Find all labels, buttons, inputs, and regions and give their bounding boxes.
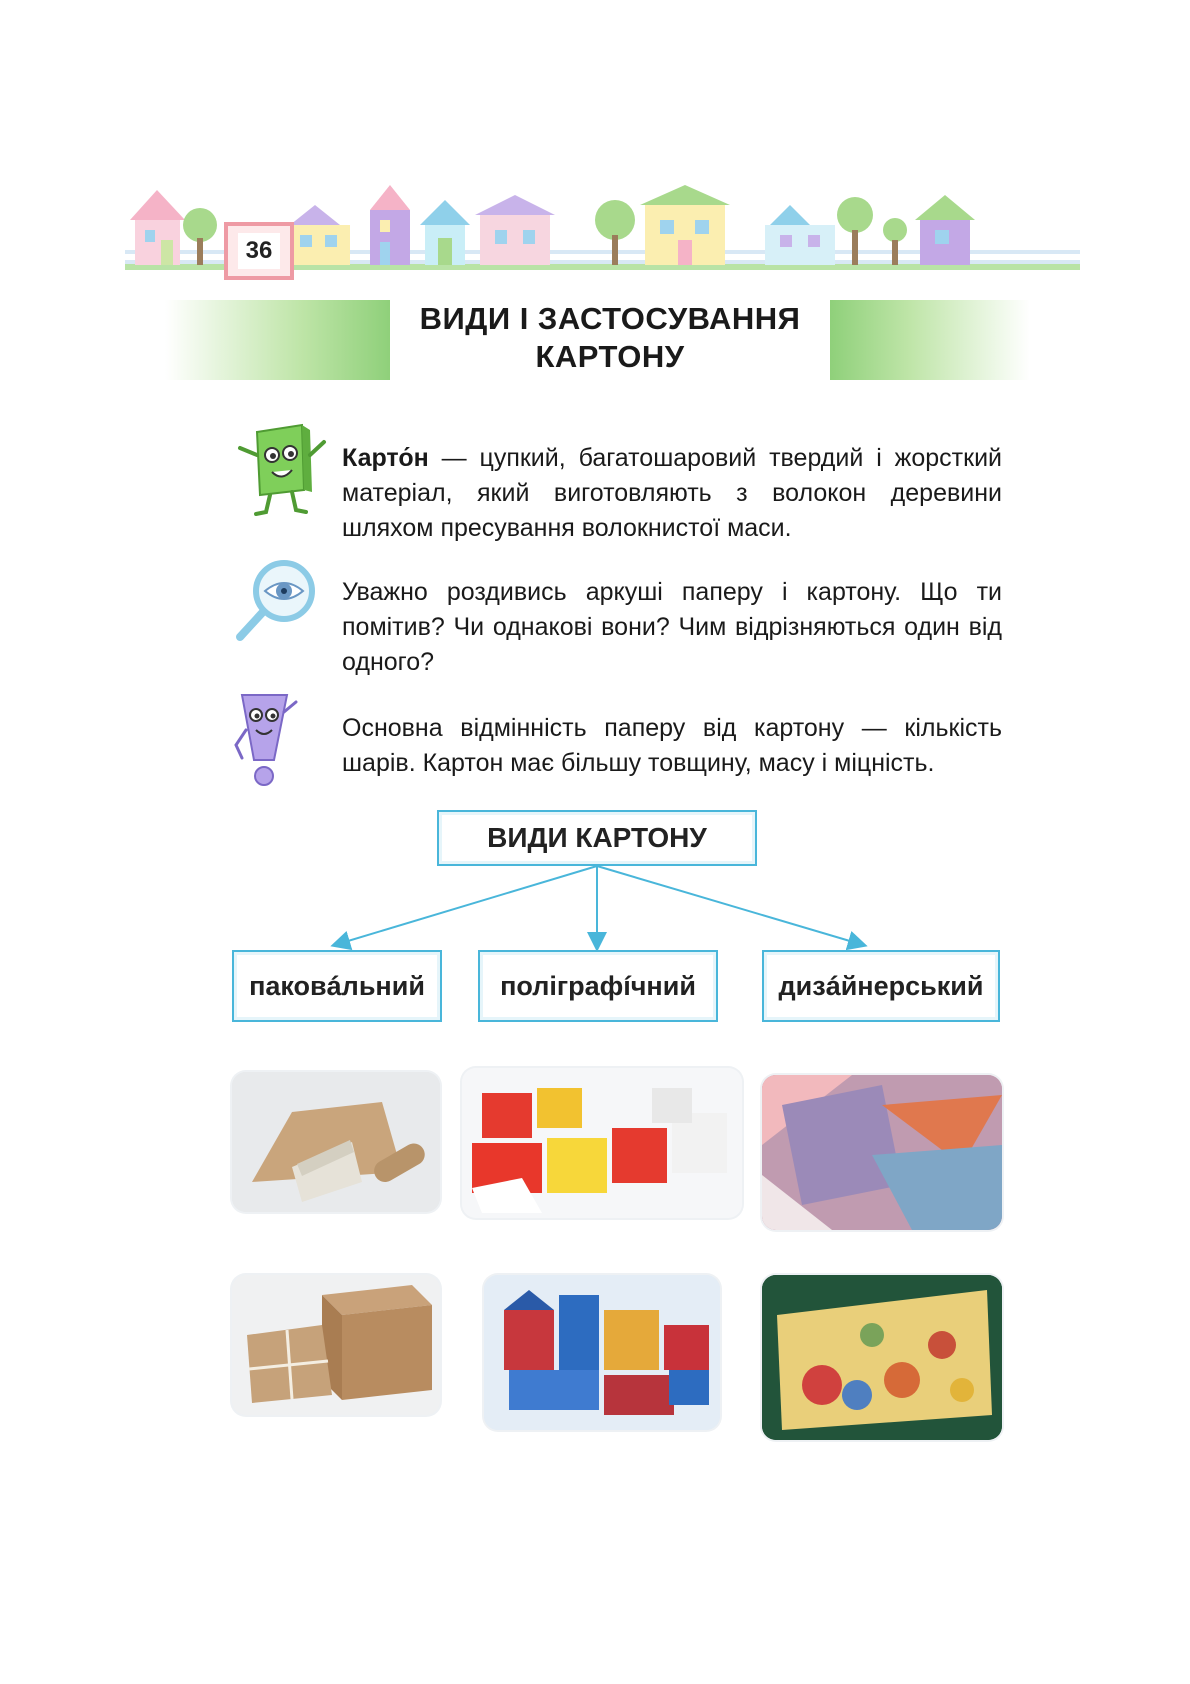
note-paragraph: Основна відмінність паперу від картону — кількість шарів. Картон має більшу товщину, масу і міцність.: [342, 714, 1002, 777]
cardboard-mascot-icon: [232, 420, 328, 520]
title-band-left: [165, 300, 390, 380]
definition-term: Карто́н: [342, 444, 429, 472]
definition-paragraph: [342, 441, 1002, 546]
decoupage-cardboard-photo: [762, 1275, 1002, 1440]
magnifier-eye-icon: [232, 555, 322, 645]
diagram-type-label: поліграфíчний: [500, 970, 696, 1001]
page-number-text: 36: [238, 233, 281, 269]
diagram-type-label: паковáльний: [249, 970, 425, 1001]
page-title-line2: КАРТОНУ: [535, 339, 685, 374]
design-cardboard-photo: [762, 1075, 1002, 1230]
diagram-type-packaging: [232, 950, 442, 1022]
diagram-type-design: [762, 950, 1000, 1022]
printing-cardboard-photo: [462, 1068, 742, 1218]
page-title-line1: ВИДИ І ЗАСТОСУВАННЯ: [419, 301, 801, 336]
packaging-cardboard-photo: [232, 1072, 440, 1212]
exclamation-mascot-icon: [232, 690, 302, 790]
definition-text: — цупкий, багатошаровий твердий і жорсткий матеріал, який виготовляють з волокон деревини шляхом пресування волокнистої маси.: [342, 444, 1002, 542]
page-title: [390, 300, 830, 376]
diagram-type-printing: [478, 950, 718, 1022]
gift-boxes-photo: [484, 1275, 720, 1430]
parcel-box-photo: [232, 1275, 440, 1415]
diagram-type-label: дизáйнерський: [778, 970, 984, 1001]
page-number: [224, 222, 294, 280]
diagram-root-box: [437, 810, 757, 866]
title-band-right: [830, 300, 1030, 380]
question-paragraph: Уважно роздивись аркуші паперу і картону. Що ти помітив? Чи однакові вони? Чим відрізняються один від одного?: [342, 578, 1002, 676]
diagram-root-label: ВИДИ КАРТОНУ: [487, 822, 707, 853]
